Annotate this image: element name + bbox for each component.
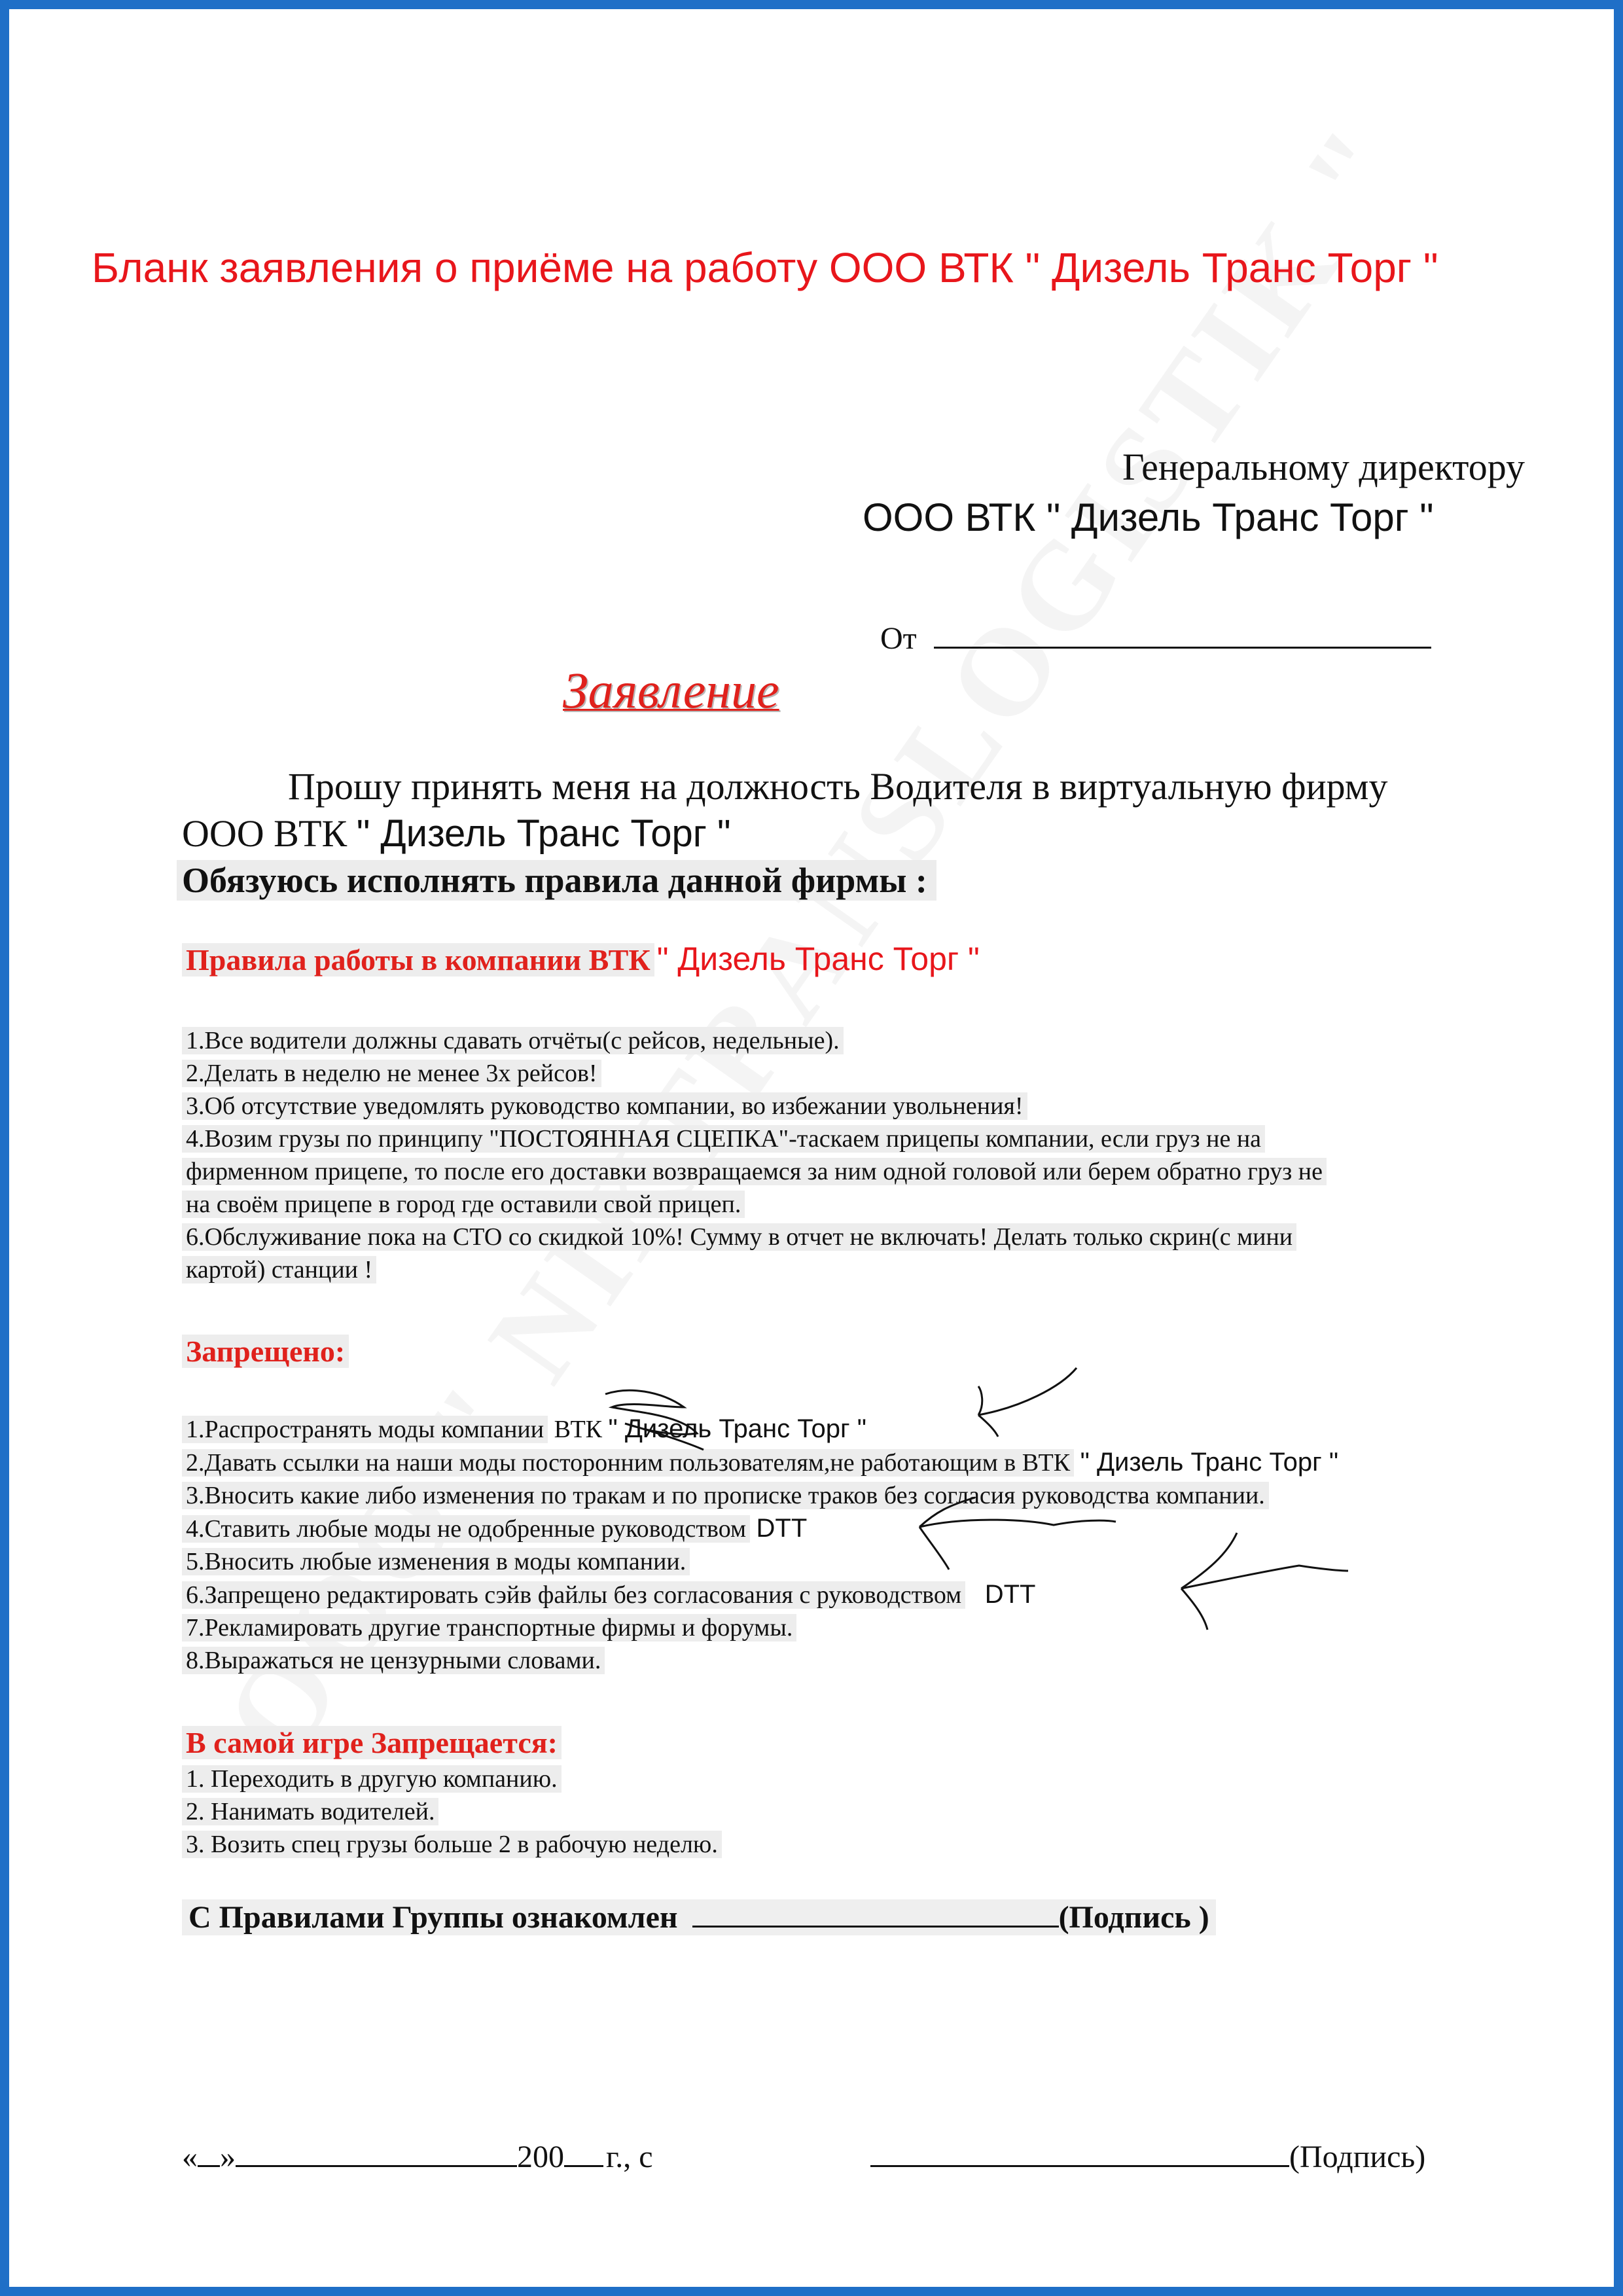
- forbidden-item-6: 6.Запрещено редактировать сэйв файлы без согласования с руководством DTT: [182, 1578, 1338, 1611]
- rules-heading: [182, 940, 980, 978]
- addressee-company: ООО ВТК " Дизель Транс Торг ": [863, 495, 1434, 539]
- acknowledge-blank: [692, 1926, 1059, 1928]
- addressee-position: Генеральному директору: [1122, 446, 1525, 488]
- rule-item: 3.Об отсутствие уведомлять руководство компании, во избежании увольнения!: [182, 1090, 1327, 1122]
- document-title: Бланк заявления о приёме на работу ООО ВТК " Дизель Транс Торг ": [92, 244, 1438, 291]
- month-blank: [236, 2165, 517, 2167]
- day-blank: [198, 2165, 220, 2167]
- forbidden-list: [182, 1412, 1338, 1677]
- year-prefix: 200: [517, 2140, 564, 2174]
- rule-item: картой) станции !: [182, 1253, 1327, 1286]
- forbidden-item-2: 2.Давать ссылки на наши моды посторонним пользователям,не работающим в ВТК " Дизель Транс Торг ": [182, 1446, 1338, 1479]
- rule-item: на своём прицепе в город где оставили свой прицеп.: [182, 1188, 1327, 1221]
- rule-item: 6.Обслуживание пока на СТО со скидкой 10%! Сумму в отчет не включать! Делать только скрин(с мини: [182, 1221, 1327, 1253]
- forbidden-item-3: 3.Вносить какие либо изменения по тракам и по прописке траков без согласия руководства компании.: [182, 1479, 1338, 1512]
- rules-list: [182, 1024, 1327, 1286]
- forbidden-item-4: 4.Ставить любые моды не одобренные руководством DTT: [182, 1512, 1338, 1545]
- statement-title: Заявление: [563, 662, 779, 719]
- rules-heading-name: " Дизель Транс Торг ": [656, 941, 980, 977]
- footer-signature-blank: [870, 2165, 1289, 2167]
- forbidden-heading: Запрещено:: [182, 1334, 349, 1369]
- rule-item: фирменном прицепе, то после его доставки возвращаемся за ним одной головой или берем обратно груз не: [182, 1155, 1327, 1188]
- rule-item: 4.Возим грузы по принципу "ПОСТОЯННАЯ СЦЕПКА"-таскаем прицепы компании, если груз не на: [182, 1122, 1327, 1155]
- in-game-item: 2. Нанимать водителей.: [182, 1795, 722, 1828]
- struck-text: ВТК: [554, 1416, 602, 1443]
- company-line: [182, 812, 731, 855]
- in-game-heading: В самой игре Запрещается:: [182, 1725, 562, 1760]
- from-field: [880, 620, 1431, 656]
- year-suffix: г., с: [606, 2140, 653, 2174]
- rules-heading-prefix: Правила работы в компании ВТК: [182, 943, 654, 977]
- acknowledge-signature-label: (Подпись ): [1058, 1900, 1209, 1935]
- footer-signature-field: [870, 2139, 1425, 2175]
- acknowledge-line: [182, 1899, 1216, 1935]
- forbidden-item-5: 5.Вносить любые изменения в моды компании.: [182, 1545, 1338, 1578]
- request-line: Прошу принять меня на должность Водителя в виртуальную фирму: [288, 765, 1388, 808]
- rule-item: 2.Делать в неделю не менее 3х рейсов!: [182, 1057, 1327, 1090]
- rule-item: 1.Все водители должны сдавать отчёты(с рейсов, недельные).: [182, 1024, 1327, 1057]
- in-game-item: 1. Переходить в другую компанию.: [182, 1763, 722, 1795]
- in-game-list: [182, 1763, 722, 1861]
- year-blank: [564, 2165, 603, 2167]
- company-name: " Дизель Транс Торг ": [356, 812, 731, 855]
- acknowledge-text: С Правилами Группы ознакомлен: [188, 1900, 678, 1935]
- forbidden-item-8: 8.Выражаться не цензурными словами.: [182, 1644, 1338, 1677]
- date-field: « » 200 г., с: [182, 2140, 653, 2174]
- forbidden-item-7: 7.Рекламировать другие транспортные фирмы и форумы.: [182, 1611, 1338, 1644]
- forbidden-item-1: 1.Распространять моды компании ВТК " Дизель Транс Торг ": [182, 1412, 1338, 1446]
- in-game-item: 3. Возить спец грузы больше 2 в рабочую неделю.: [182, 1828, 722, 1861]
- from-label: От: [880, 621, 917, 656]
- footer-signature-label: (Подпись): [1289, 2140, 1426, 2174]
- company-prefix: ООО ВТК: [182, 812, 348, 855]
- obligation-line: Обязуюсь исполнять правила данной фирмы :: [177, 860, 936, 901]
- from-blank: [934, 647, 1431, 649]
